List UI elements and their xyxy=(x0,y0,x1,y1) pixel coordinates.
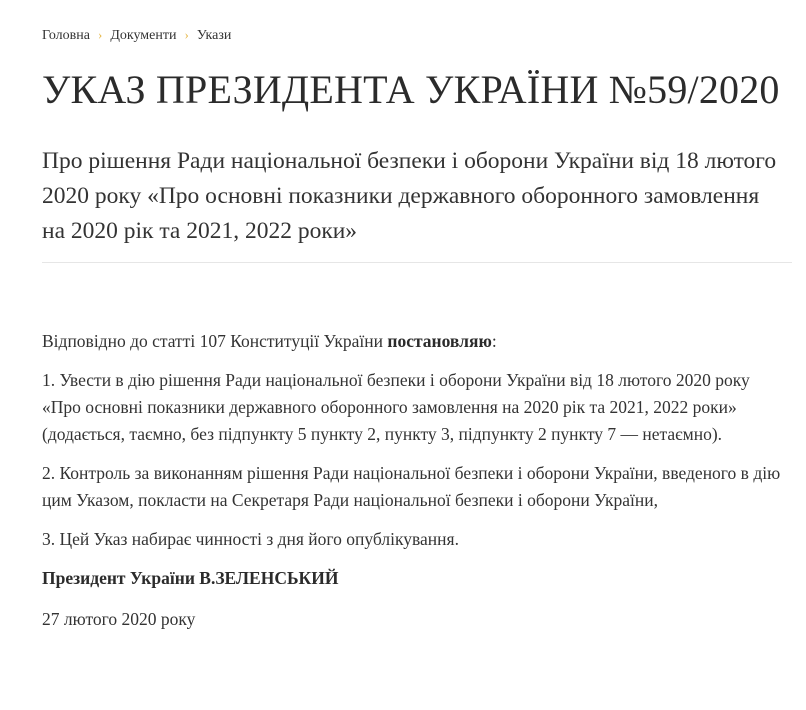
breadcrumb-home[interactable]: Головна xyxy=(42,28,90,43)
divider xyxy=(42,262,792,263)
signature-text: Президент України В.ЗЕЛЕНСЬКИЙ xyxy=(42,568,339,588)
paragraph-2: 2. Контроль за виконанням рішення Ради національної безпеки і оборони України, введеного в дію цим Указом, покласти на Секретаря Ради національної безпеки і оборони України, xyxy=(42,463,781,510)
page-subtitle: Про рішення Ради національної безпеки і оборони України від 18 лютого 2020 року «Про основні показники державного оборонного замовлення на 2020 рік та 2021, 2022 роки» xyxy=(42,148,777,244)
intro-paragraph xyxy=(42,328,782,355)
paragraph-1: 1. Увести в дію рішення Ради національної безпеки і оборони України від 18 лютого 2020 року «Про основні показники державного оборонного замовлення на 2020 рік та 2021, 2022 роки» (додається, таємно, без підпункту 5 пункту 2, пункту 3, підпункту 2 пункту 7 — нетаємно). xyxy=(42,370,750,444)
chevron-right-icon: › xyxy=(184,27,189,42)
page-title: УКАЗ ПРЕЗИДЕНТА УКРАЇНИ №59/2020 xyxy=(42,67,780,112)
decree-body xyxy=(42,328,782,645)
chevron-right-icon: › xyxy=(97,27,103,42)
paragraph-3: 3. Цей Указ набирає чинності з дня його опублікування. xyxy=(42,529,459,549)
breadcrumb xyxy=(42,27,231,44)
signature xyxy=(42,565,782,592)
breadcrumb-decrees[interactable]: Укази xyxy=(196,28,232,43)
date: 27 лютого 2020 року xyxy=(42,609,196,629)
breadcrumb-documents[interactable]: Документи xyxy=(110,28,177,43)
intro-bold: постановляю xyxy=(387,331,492,351)
intro-text: Відповідно до статті 107 Конституції України xyxy=(42,331,388,351)
intro-end: : xyxy=(491,331,497,351)
